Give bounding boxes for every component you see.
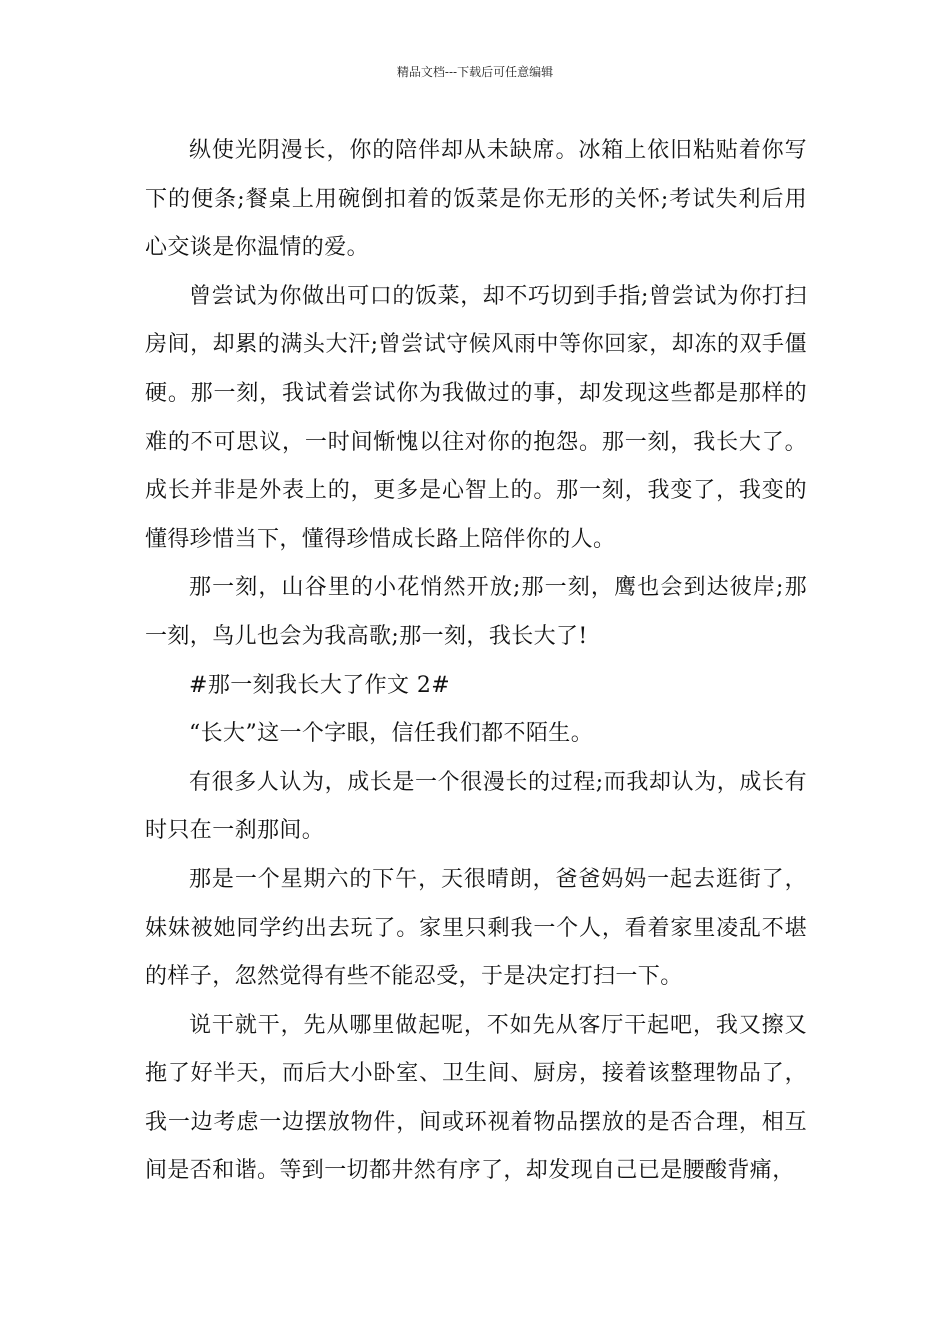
paragraph-7: 说干就干，先从哪里做起呢，不如先从客厅干起吧，我又擦又拖了好半天，而后大小卧室、卫生间、厨房，接着该整理物品了，我一边考虑一边摆放物件，间或环视着物品摆放的是否合理，相互间是否和谐。等到一切都井然有序了，却发现自己已是腰酸背痛， xyxy=(145,1012,807,1184)
page-header: 精品文档---下载后可任意编辑 xyxy=(396,65,554,79)
paragraph-5: 有很多人认为，成长是一个很漫长的过程;而我却认为，成长有时只在一刹那间。 xyxy=(145,769,807,844)
paragraph-1: 纵使光阴漫长，你的陪伴却从未缺席。冰箱上依旧粘贴着你写下的便条;餐桌上用碗倒扣着的饭菜是你无形的关怀;考试失利后用心交谈是你温情的爱。 xyxy=(145,138,807,261)
section-heading: #那一刻我长大了作文 2# xyxy=(189,672,451,698)
paragraph-4: “长大”这一个字眼，信任我们都不陌生。 xyxy=(189,721,594,747)
paragraph-6: 那是一个星期六的下午，天很晴朗，爸爸妈妈一起去逛街了，妹妹被她同学约出去玩了。家里只剩我一个人，看着家里凌乱不堪的样子，忽然觉得有些不能忍受，于是决定打扫一下。 xyxy=(145,866,807,990)
paragraph-3: 那一刻，山谷里的小花悄然开放;那一刻，鹰也会到达彼岸;那一刻，鸟儿也会为我高歌;那一刻，我长大了! xyxy=(145,575,807,649)
paragraph-2: 曾尝试为你做出可口的饭菜，却不巧切到手指;曾尝试为你打扫房间，却累的满头大汗;曾尝试守候风雨中等你回家，却冻的双手僵硬。那一刻，我试着尝试你为我做过的事，却发现这些都是那样的难的不可思议，一时间惭愧以往对你的抱怨。那一刻，我长大了。成长并非是外表上的，更多是心智上的。那一刻，我变了，我变的懂得珍惜当下，懂得珍惜成长路上陪伴你的人。 xyxy=(145,283,807,552)
document-body xyxy=(145,127,807,1196)
